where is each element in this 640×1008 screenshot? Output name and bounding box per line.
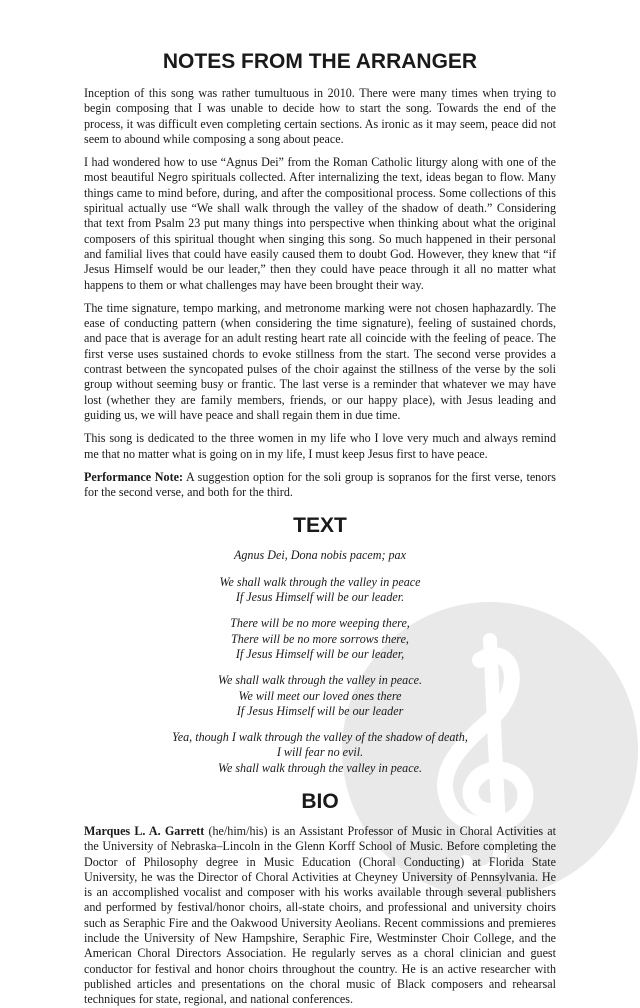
lyric-line: If Jesus Himself will be our leader — [236, 703, 404, 718]
notes-paragraph-1: Inception of this song was rather tumultuous in 2010. There were many times when trying to begin composing that I was unable to decide how to start the song. Towards the end of the process, it was difficult even completing certain sections. As ironic as it may seem, peace did not seem to abound while composing a song about peace. — [84, 86, 556, 146]
lyric-line: If Jesus Himself will be our leader. — [235, 590, 405, 605]
lyric-line: There will be no more sorrows there, — [231, 631, 409, 646]
notes-paragraph-3: The time signature, tempo marking, and metronome marking were not chosen haphazardly. The ease of conducting pattern (when considering the time signature), feeling of sustained chords, and pace that is average for an adult resting heart rate all coincide with the feeling of peace. The first verse uses sustained chords to evoke stillness from the start. The second verse provides a contrast between the syncopated pulses of the choir against the stillness of the verse by the soli group without seeming busy or frantic. The last verse is a reminder that whatever we may have lost (whether they are family members, friends, or our happy place), with Jesus leading and guiding us, we will have peace and shall regain them in due time. — [84, 300, 556, 422]
lyric-line: We will meet our loved ones there — [238, 688, 402, 703]
lyric-line: Yea, though I walk through the valley of the shadow of death, — [172, 730, 468, 745]
notes-paragraph-4: This song is dedicated to the three women in my life who I love very much and always remind me that no matter what is going on in my life, I must keep Jesus first to have peace. — [84, 431, 556, 461]
stanza — [84, 730, 556, 776]
text-title: TEXT — [293, 514, 347, 538]
stanza — [84, 673, 556, 719]
lyric-line: We shall walk through the valley in peace — [219, 574, 421, 589]
bio-paragraph — [84, 824, 556, 1008]
lyric-line: We shall walk through the valley in peace. — [218, 760, 422, 775]
bio-title: BIO — [301, 789, 339, 813]
stanza — [84, 548, 556, 563]
lyric-line: I will fear no evil. — [276, 745, 364, 760]
bio-text: (he/him/his) is an Assistant Professor of Music in Choral Activities at the University of Nebraska–Lincoln in the Glenn Korff School of Music. Before completing the Doctor of Philosophy degree in Music Education (Choral Conducting) at Florida State University, he was the Director of Choral Activities at Cheyney University of Pennsylvania. He is an accomplished vocalist and composer with his works available through several publishers and performed by festival/honor choirs, all-state choirs, and professional and university choirs such as Seraphic Fire and the Oakwood University Aeolians. Recent commissions and premieres include the University of New Hampshire, Seraphic Fire, Westminster Choir College, and the American Choral Directors Association. He regularly serves as a choral clinician and guest conductor for festival and honor choirs throughout the country. He is an active researcher with published articles and presentations on the choral music of Black composers and rehearsal techniques for state, regional, and national conferences. — [84, 823, 557, 1007]
notes-title: NOTES FROM THE ARRANGER — [162, 50, 478, 73]
notes-paragraph-2: I had wondered how to use “Agnus Dei” from the Roman Catholic liturgy along with one of the most beautiful Negro spirituals collected. After internalizing the text, ideas began to flow. Many things came to mind before, during, and after the compositional process. Some collections of this spiritual actually use “We shall walk through the valley of the shadow of death.” Considering that text from Psalm 23 put many things into perspective when thinking about what the original composers of this spiritual thought when singing this song. So much happened in their personal and familial lives that could have easily caused them to doubt God. However, they knew that “if Jesus Himself would be our leader,” then they could have peace through it all no matter what happens to them or what challenges may have been brought their way. — [84, 155, 556, 292]
performance-note-label: Performance Note: — [84, 469, 183, 484]
lyric-line: Agnus Dei, Dona nobis pacem; pax — [234, 548, 406, 563]
lyric-line: There will be no more weeping there, — [230, 616, 410, 631]
bio-name: Marques L. A. Garrett — [84, 823, 205, 838]
lyrics — [84, 548, 556, 776]
lyric-line: If Jesus Himself will be our leader, — [235, 646, 405, 661]
performance-note-text: A suggestion option for the soli group is sopranos for the first verse, tenors for the second verse, and both for the third. — [84, 469, 557, 500]
stanza — [84, 616, 556, 662]
performance-note — [84, 470, 556, 501]
lyric-line: We shall walk through the valley in peace. — [218, 673, 422, 688]
stanza — [84, 575, 556, 606]
